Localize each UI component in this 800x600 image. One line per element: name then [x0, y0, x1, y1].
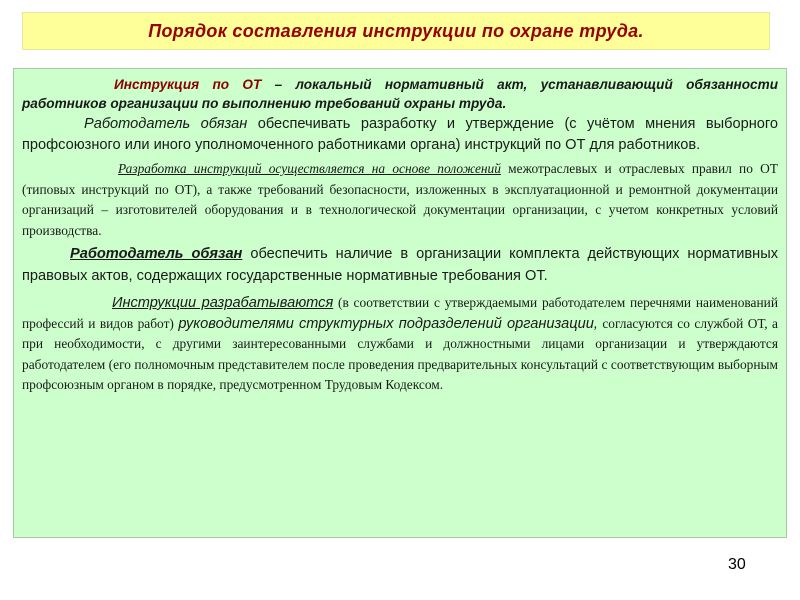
paragraph-employer-duty-acts: [22, 244, 778, 287]
employer-duty-develop-text: обеспечивать разработку и утверждение (с учётом мнения выборного профсоюзного или иного уполномоченного работниками органа) инструкций по ОТ для работников.: [22, 116, 778, 153]
term-employer-obliged: Работодатель обязан: [84, 116, 248, 132]
slide-title: Порядок составления инструкции по охране труда.: [148, 20, 644, 41]
paragraph-employer-duty-develop: [22, 114, 778, 156]
term-instruction-ot: Инструкция по ОТ: [114, 77, 262, 92]
term-instructions-developed: Инструкции разрабатываются: [112, 295, 334, 311]
paragraph-development-basis: [22, 159, 778, 241]
content-panel: [13, 68, 787, 538]
employer-duty-acts-text: обеспечить наличие в организации комплекта действующих нормативных правовых актов, содержащих государственные нормативные требования ОТ.: [22, 246, 778, 284]
term-employer-obliged-2: Работодатель обязан: [70, 246, 243, 262]
paragraph-instructions-developed: [22, 293, 778, 396]
instructions-developed-text-1: (в соответствии с утверждаемыми работодателем перечнями наименований профессий и видов работ): [22, 295, 778, 331]
term-development-basis: Разработка инструкций осуществляется на основе положений: [118, 161, 501, 176]
title-banner: [22, 12, 770, 50]
page-number: 30: [728, 556, 746, 573]
instructions-developed-text-2: согласуются со службой ОТ, а при необходимости, с другими заинтересованными службами и должностными лицами организации и утверждаются работодателем (его полномочным представителем после проведения предварительных консультаций с соответствующим выборным профсоюзным органом в порядке, предусмотренном Трудовым Кодексом.: [22, 315, 779, 392]
term-unit-heads: руководителями структурных подразделений организации,: [178, 315, 598, 332]
development-basis-text: межотраслевых и отраслевых правил по ОТ (типовых инструкций по ОТ), а также требований безопасности, изложенных в эксплуатационной и ремонтной документации организаций – изготовителей оборудования и в технологической документации организации, с учетом конкретных условий производства.: [22, 161, 778, 238]
paragraph-definition: [22, 75, 778, 113]
definition-text: – локальный нормативный акт, устанавливающий обязанности работников организации по выполнению требований охраны труда.: [22, 77, 779, 111]
